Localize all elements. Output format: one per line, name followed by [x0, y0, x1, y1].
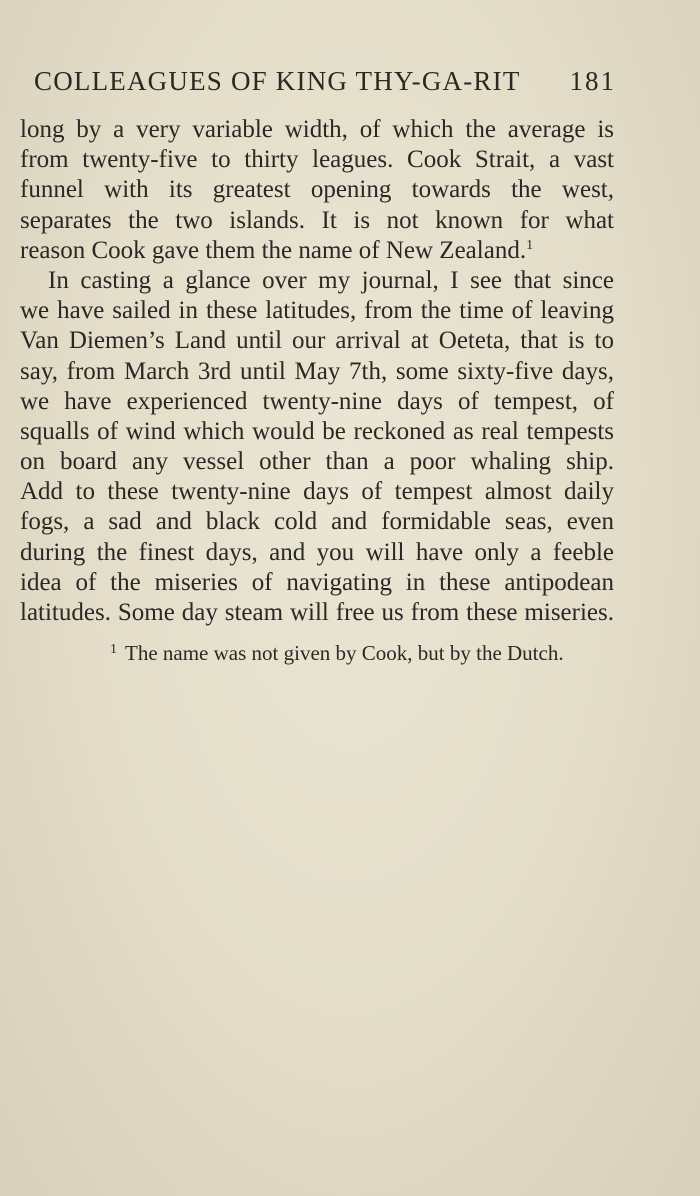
text-line: funnel with its greatest opening towards the west,: [20, 176, 614, 204]
text-line: fogs, a sad and black cold and formidable seas, even: [20, 508, 614, 536]
text-line: In casting a glance over my journal, I see that since: [48, 266, 614, 294]
text-line: on board any vessel other than a poor whaling ship.: [20, 448, 614, 476]
text-line: long by a very variable width, of which the average is: [20, 116, 614, 143]
running-title: COLLEAGUES OF KING THY-GA-RIT: [34, 66, 521, 96]
text-line: Add to these twenty-nine days of tempest almost daily: [20, 478, 614, 506]
footnote: [110, 641, 564, 666]
paragraph-2: [20, 266, 614, 628]
body-text: [20, 115, 614, 628]
footnote-reference: 1: [526, 237, 534, 253]
footnote-text: The name was not given by Cook, but by the Dutch.: [125, 641, 564, 665]
text-line: we have sailed in these latitudes, from the time of leaving: [20, 297, 614, 325]
text-line-content: reason Cook gave them the name of New Zealand.: [20, 236, 527, 264]
text-line: during the finest days, and you will have only a feeble: [20, 538, 614, 566]
text-line: idea of the miseries of navigating in these antipodean: [20, 568, 614, 596]
page-number: 181: [569, 66, 616, 96]
text-line: [20, 236, 614, 266]
text-line: latitudes. Some day steam will free us from these miseries.: [20, 599, 614, 626]
footnote-mark: 1: [110, 642, 117, 657]
running-head: [34, 66, 616, 106]
text-line: separates the two islands. It is not known for what: [20, 206, 614, 234]
text-line: Van Diemen’s Land until our arrival at Oeteta, that is to: [20, 327, 614, 355]
text-line: from twenty-five to thirty leagues. Cook Strait, a vast: [20, 146, 614, 174]
text-line: say, from March 3rd until May 7th, some sixty-five days,: [20, 357, 614, 385]
paragraph-1: [20, 115, 614, 266]
text-line: we have experienced twenty-nine days of tempest, of: [20, 387, 614, 415]
text-line: squalls of wind which would be reckoned as real tempests: [20, 417, 614, 445]
